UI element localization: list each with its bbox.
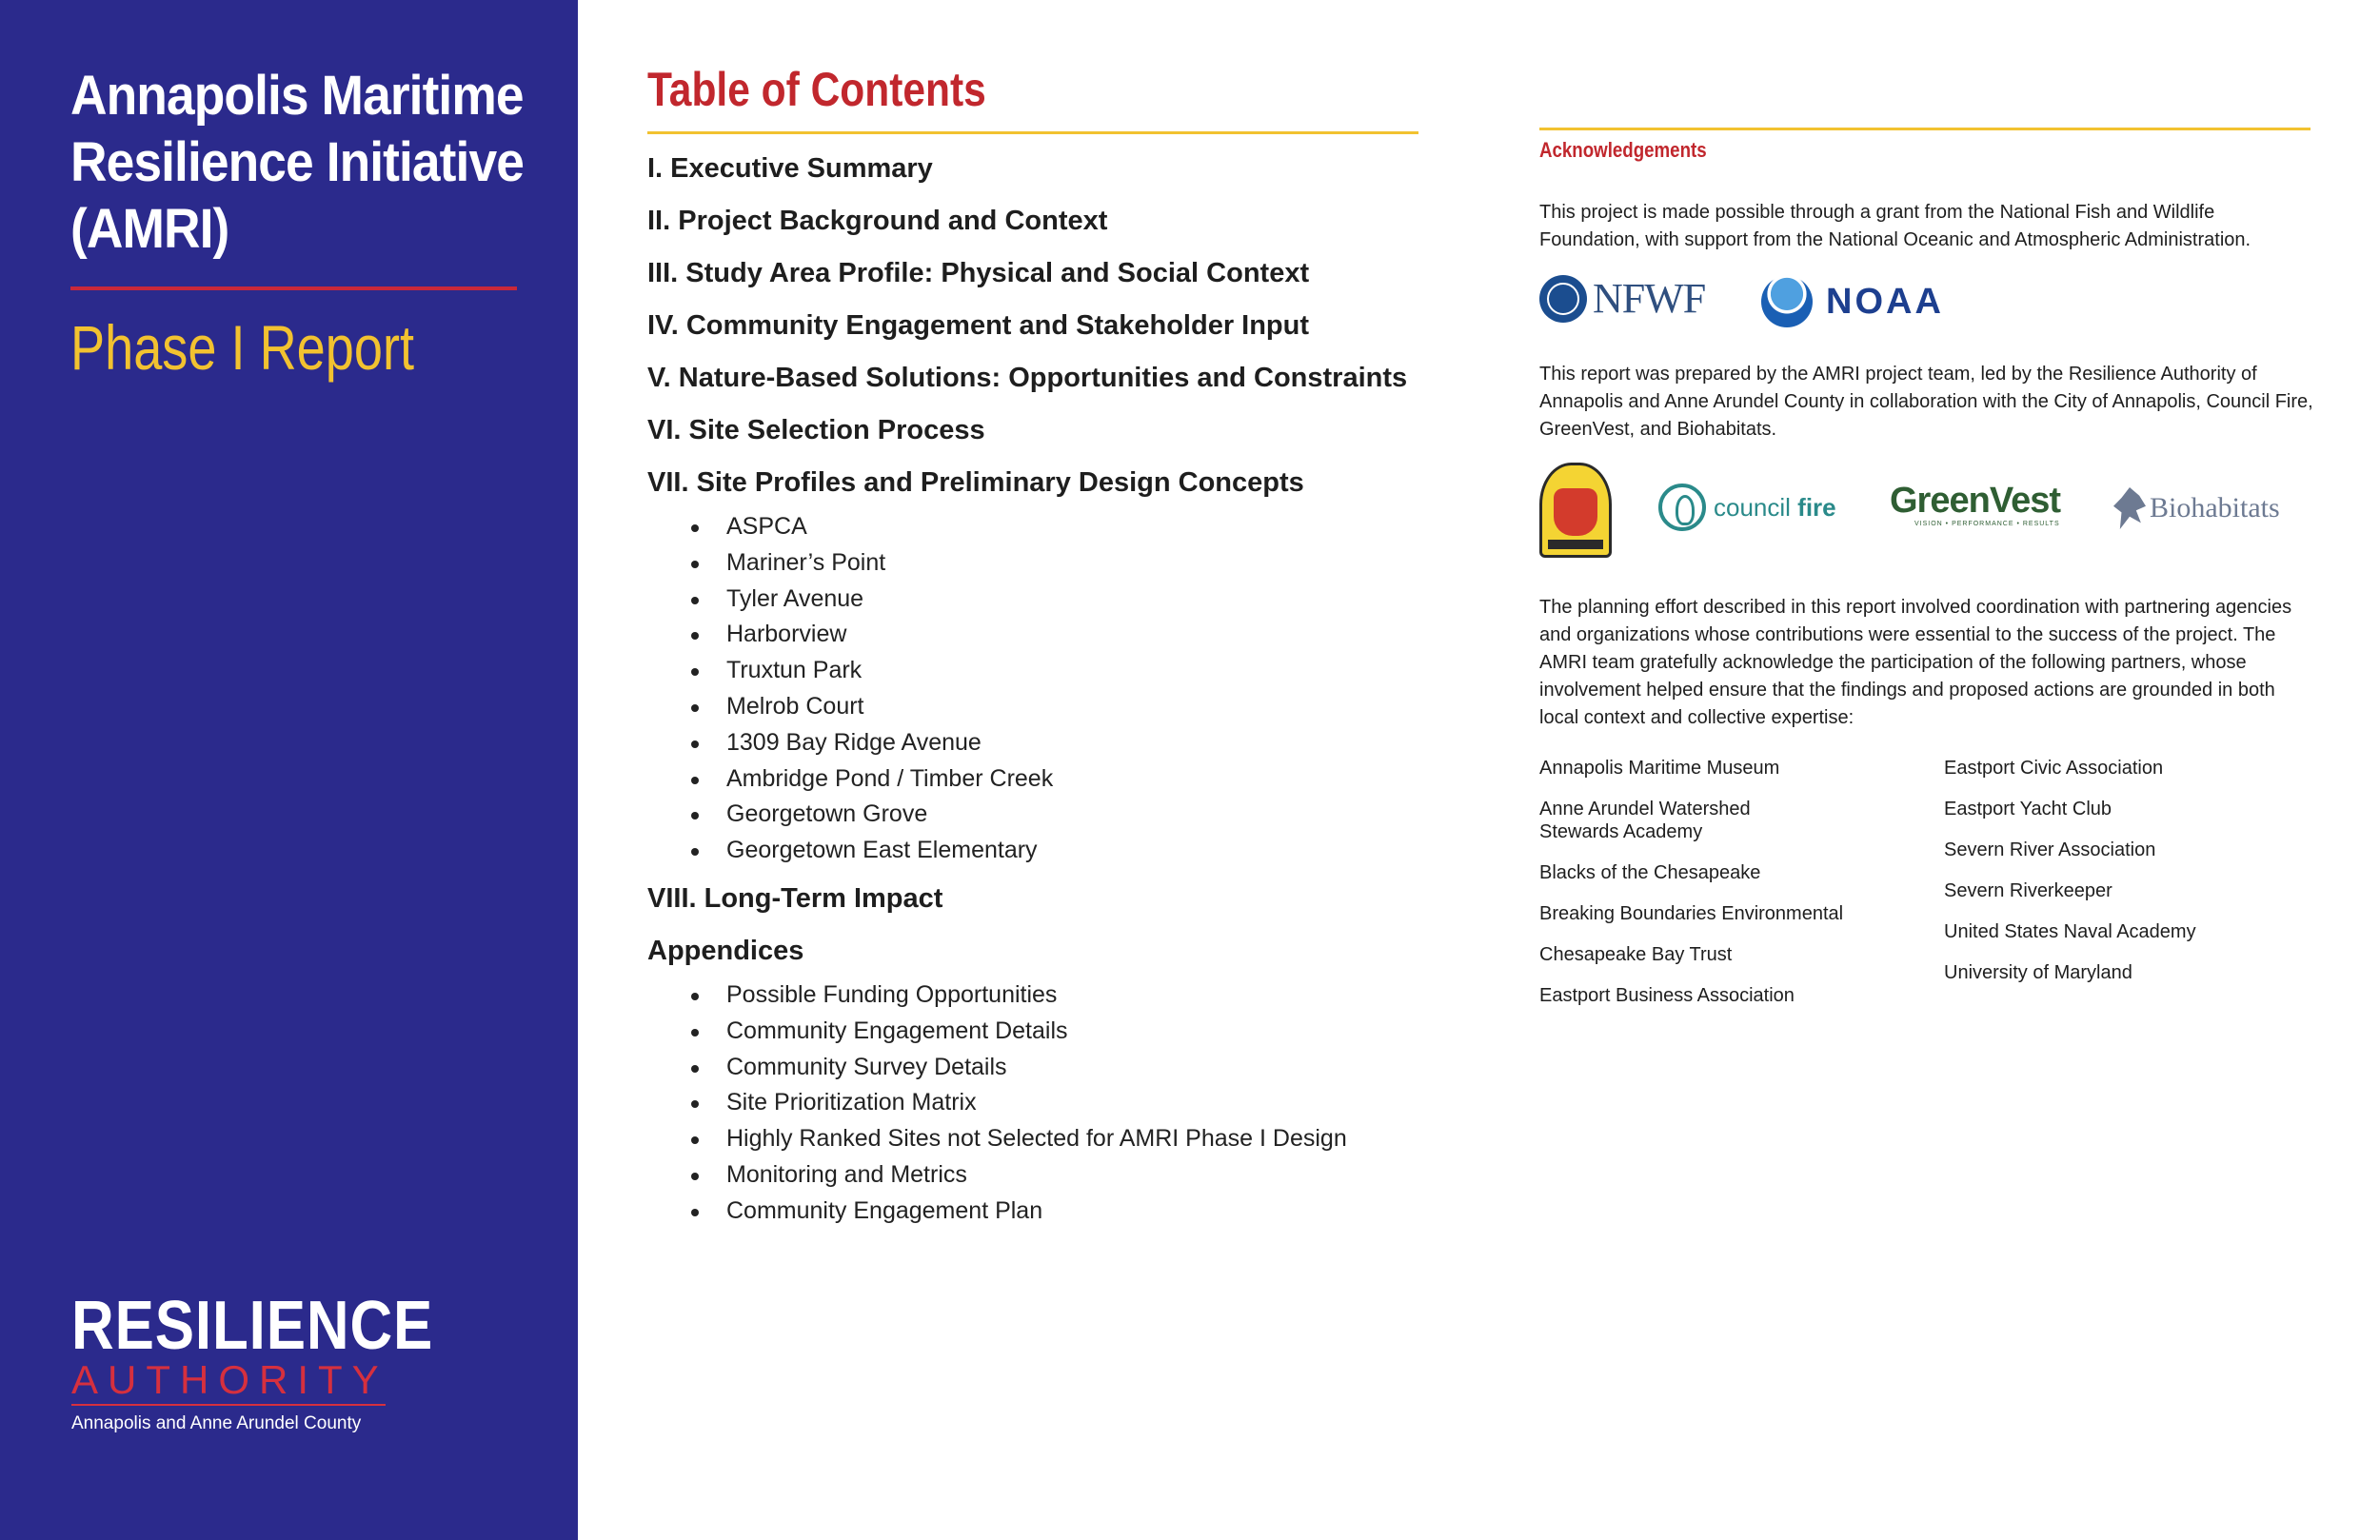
noaa-wordmark: NOAA	[1826, 281, 1944, 322]
ack-title: Acknowledgements	[1539, 138, 1707, 162]
toc-section: IV. Community Engagement and Stakeholder Input	[647, 310, 1310, 341]
partners-column-right	[1944, 757, 2306, 1002]
report-subtitle: Phase I Report	[70, 312, 415, 383]
biohabitats-logo	[2113, 487, 2280, 529]
toc-section: III. Study Area Profile: Physical and Social Context	[647, 258, 1310, 288]
council-fire-wordmark	[1714, 493, 1836, 523]
partner-item: Anne Arundel Watershed Stewards Academy	[1539, 799, 1751, 842]
council-fire-word-a: council	[1714, 492, 1791, 522]
site-profiles-list	[647, 509, 1438, 869]
toc-subitem: 1309 Bay Ridge Avenue	[691, 725, 1438, 761]
toc-subitem: Highly Ranked Sites not Selected for AMRI Phase I Design	[691, 1121, 1438, 1157]
partner-item: Chesapeake Bay Trust	[1539, 944, 1733, 965]
partner-item: Eastport Yacht Club	[1944, 799, 2112, 819]
nfwf-wordmark: NFWF	[1593, 275, 1706, 322]
nfwf-seal-icon	[1539, 275, 1587, 323]
ack-funding-paragraph: This project is made possible through a grant from the National Fish and Wildlife Foundation, with support from the National Oceanic and Atmospheric Administration.	[1539, 202, 2251, 250]
toc-title: Table of Contents	[647, 63, 986, 116]
noaa-logo	[1761, 276, 1944, 327]
appendices-list	[647, 977, 1438, 1230]
resilience-authority-logo	[71, 1288, 434, 1436]
toc-subitem: Possible Funding Opportunities	[691, 977, 1438, 1014]
partner-item: University of Maryland	[1944, 962, 2132, 983]
partner-item: Severn Riverkeeper	[1944, 880, 2112, 901]
brand-sub-text: AUTHORITY	[71, 1357, 388, 1402]
partners-column-left	[1539, 757, 1901, 1025]
flame-icon	[1658, 484, 1706, 531]
report-title-line: Annapolis Maritime	[70, 65, 524, 127]
toc-section: VI. Site Selection Process	[647, 415, 985, 445]
report-title-line: Resilience Initiative	[70, 131, 524, 193]
greenvest-tagline: VISION • PERFORMANCE • RESULTS	[1914, 521, 2060, 527]
toc-subitem: Community Survey Details	[691, 1050, 1438, 1086]
toc-subitem: Community Engagement Details	[691, 1014, 1438, 1050]
partner-item: Eastport Civic Association	[1944, 758, 2164, 779]
toc-divider	[647, 131, 1418, 134]
partner-item: Eastport Business Association	[1539, 985, 1795, 1006]
report-title	[70, 63, 524, 263]
toc-section: VII. Site Profiles and Preliminary Design Concepts	[647, 467, 1304, 498]
toc-section: V. Nature-Based Solutions: Opportunities and Constraints	[647, 363, 1408, 393]
toc-list	[647, 143, 1438, 1230]
toc-subitem: Tyler Avenue	[691, 582, 1438, 618]
toc-section: Appendices	[647, 935, 804, 966]
partner-item: Annapolis Maritime Museum	[1539, 758, 1780, 779]
city-of-annapolis-seal	[1539, 463, 1612, 558]
partner-item: Blacks of the Chesapeake	[1539, 862, 1761, 883]
toc-subitem: Georgetown Grove	[691, 797, 1438, 833]
toc-subitem: Community Engagement Plan	[691, 1194, 1438, 1230]
ack-divider	[1539, 128, 2311, 130]
ack-team-paragraph: This report was prepared by the AMRI project team, led by the Resilience Authority of Annapolis and Anne Arundel County in collaboration with the City of Annapolis, Council Fire, GreenVest, and Biohabitats.	[1539, 364, 2313, 440]
toc-subitem: Melrob Court	[691, 689, 1438, 725]
partner-item: Severn River Association	[1944, 839, 2156, 860]
toc-subitem: Site Prioritization Matrix	[691, 1085, 1438, 1121]
brand-caption: Annapolis and Anne Arundel County	[71, 1413, 362, 1433]
toc-section: VIII. Long-Term Impact	[647, 882, 943, 914]
toc-subitem: Ambridge Pond / Timber Creek	[691, 761, 1438, 798]
toc-subitem: Mariner’s Point	[691, 545, 1438, 582]
council-fire-word-b: fire	[1797, 492, 1836, 522]
toc-section: II. Project Background and Context	[647, 206, 1108, 236]
toc-subitem: Harborview	[691, 617, 1438, 653]
brand-main-text: RESILIENCE	[71, 1288, 434, 1364]
partner-item: Breaking Boundaries Environmental	[1539, 903, 1844, 924]
greenvest-wordmark: GreenVest	[1890, 481, 2060, 521]
ack-partners-paragraph: The planning effort described in this report involved coordination with partnering agencies and organizations whose contributions were essential to the success of the project. The AMRI team gratefully acknowledge the participation of the following partners, whose involvement helped ensure that the findings and proposed actions are grounded in both local context and collective expertise:	[1539, 597, 2292, 728]
toc-subitem: Monitoring and Metrics	[691, 1157, 1438, 1194]
biohabitats-wordmark: Biohabitats	[2150, 492, 2280, 523]
leaf-icon	[2113, 487, 2146, 529]
brand-divider	[71, 1404, 386, 1406]
seal-shield-icon	[1554, 488, 1597, 536]
toc-subitem: Truxtun Park	[691, 653, 1438, 689]
noaa-emblem-icon	[1761, 276, 1813, 327]
partner-item: United States Naval Academy	[1944, 921, 2196, 942]
title-divider	[70, 286, 517, 290]
sidebar	[0, 0, 578, 1540]
council-fire-logo	[1658, 484, 1836, 531]
report-title-line: (AMRI)	[70, 198, 229, 260]
seal-band	[1548, 540, 1603, 549]
greenvest-logo	[1890, 482, 2060, 529]
toc-section: I. Executive Summary	[647, 153, 933, 184]
nfwf-logo	[1539, 274, 1705, 323]
toc-subitem: ASPCA	[691, 509, 1438, 545]
toc-subitem: Georgetown East Elementary	[691, 833, 1438, 869]
